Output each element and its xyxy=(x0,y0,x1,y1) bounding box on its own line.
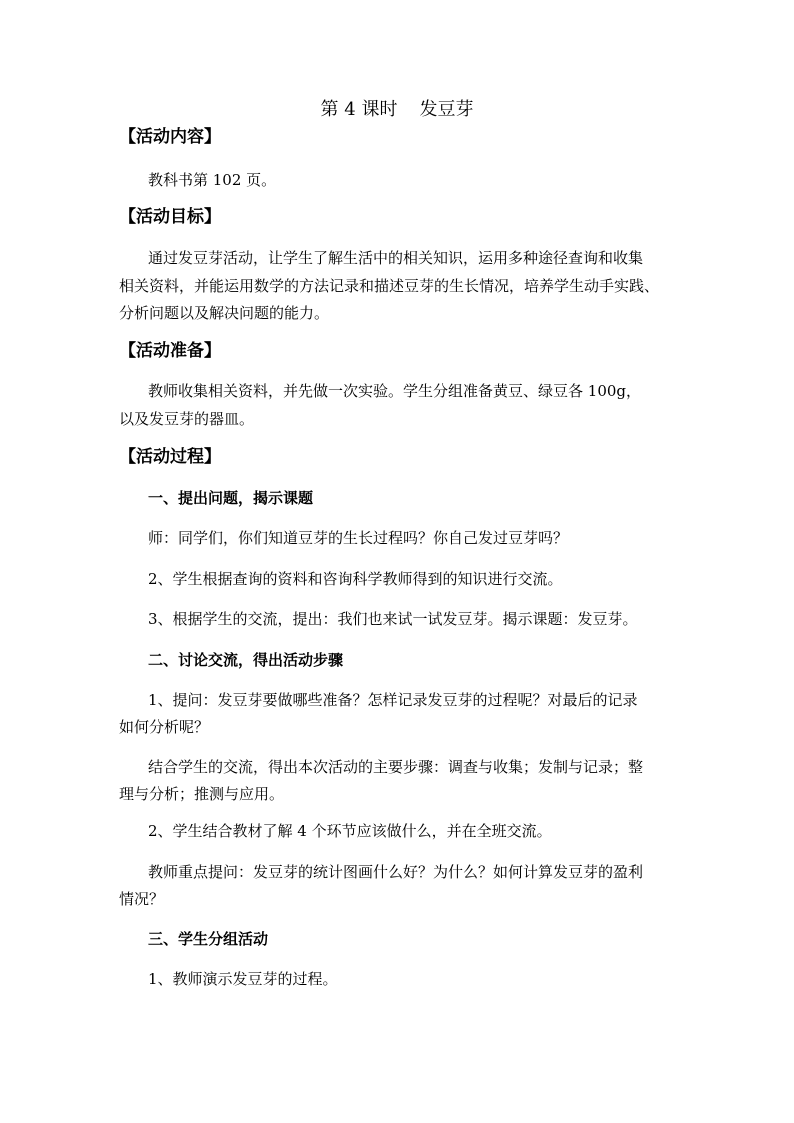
process-part2-p1-line1: 1、提问：发豆芽要做哪些准备？怎样记录发豆芽的过程呢？对最后的记录 xyxy=(148,691,638,709)
lesson-topic: 发豆芽 xyxy=(419,99,474,120)
process-part1-title: 一、提出问题，揭示课题 xyxy=(148,489,314,507)
goal-line-1: 通过发豆芽活动，让学生了解生活中的相关知识，运用多种途径查询和收集 xyxy=(148,249,644,267)
process-part2-p4-line1: 教师重点提问：发豆芽的统计图画什么好？为什么？如何计算发豆芽的盈利 xyxy=(148,863,644,881)
heading-activity-process: 【活动过程】 xyxy=(119,447,221,467)
prep-line-1: 教师收集相关资料，并先做一次实验。学生分组准备黄豆、绿豆各 100g， xyxy=(148,382,642,400)
prep-line-2: 以及发豆芽的器皿。 xyxy=(119,410,255,428)
lesson-number: 第 4 课时 xyxy=(320,99,398,120)
process-part3-title: 三、学生分组活动 xyxy=(148,930,269,948)
process-part1-p2: 2、学生根据查询的资料和咨询科学教师得到的知识进行交流。 xyxy=(148,570,563,588)
process-part2-p2-line1: 结合学生的交流，得出本次活动的主要步骤：调查与收集；发制与记录；整 xyxy=(148,758,644,776)
process-part1-p3: 3、根据学生的交流，提出：我们也来试一试发豆芽。揭示课题：发豆芽。 xyxy=(148,610,638,628)
process-part2-p1-line2: 如何分析呢？ xyxy=(119,718,210,736)
heading-activity-goal: 【活动目标】 xyxy=(119,207,221,227)
heading-activity-prep: 【活动准备】 xyxy=(119,341,221,361)
process-part2-p2-line2: 理与分析；推测与应用。 xyxy=(119,785,285,803)
process-part3-p1: 1、教师演示发豆芽的过程。 xyxy=(148,970,338,988)
heading-activity-content: 【活动内容】 xyxy=(119,127,221,147)
goal-line-3: 分析问题以及解决问题的能力。 xyxy=(119,304,330,322)
process-part2-p4-line2: 情况？ xyxy=(119,890,165,908)
content-text: 教科书第 102 页。 xyxy=(148,171,277,189)
goal-line-2: 相关资料，并能运用数学的方法记录和描述豆芽的生长情况，培养学生动手实践、 xyxy=(119,277,660,295)
process-part2-title: 二、讨论交流，得出活动步骤 xyxy=(148,651,344,669)
process-part1-p1: 师：同学们，你们知道豆芽的生长过程吗？你自己发过豆芽吗？ xyxy=(148,529,569,547)
process-part2-p3: 2、学生结合教材了解 4 个环节应该做什么，并在全班交流。 xyxy=(148,822,552,840)
page-title xyxy=(0,98,794,122)
